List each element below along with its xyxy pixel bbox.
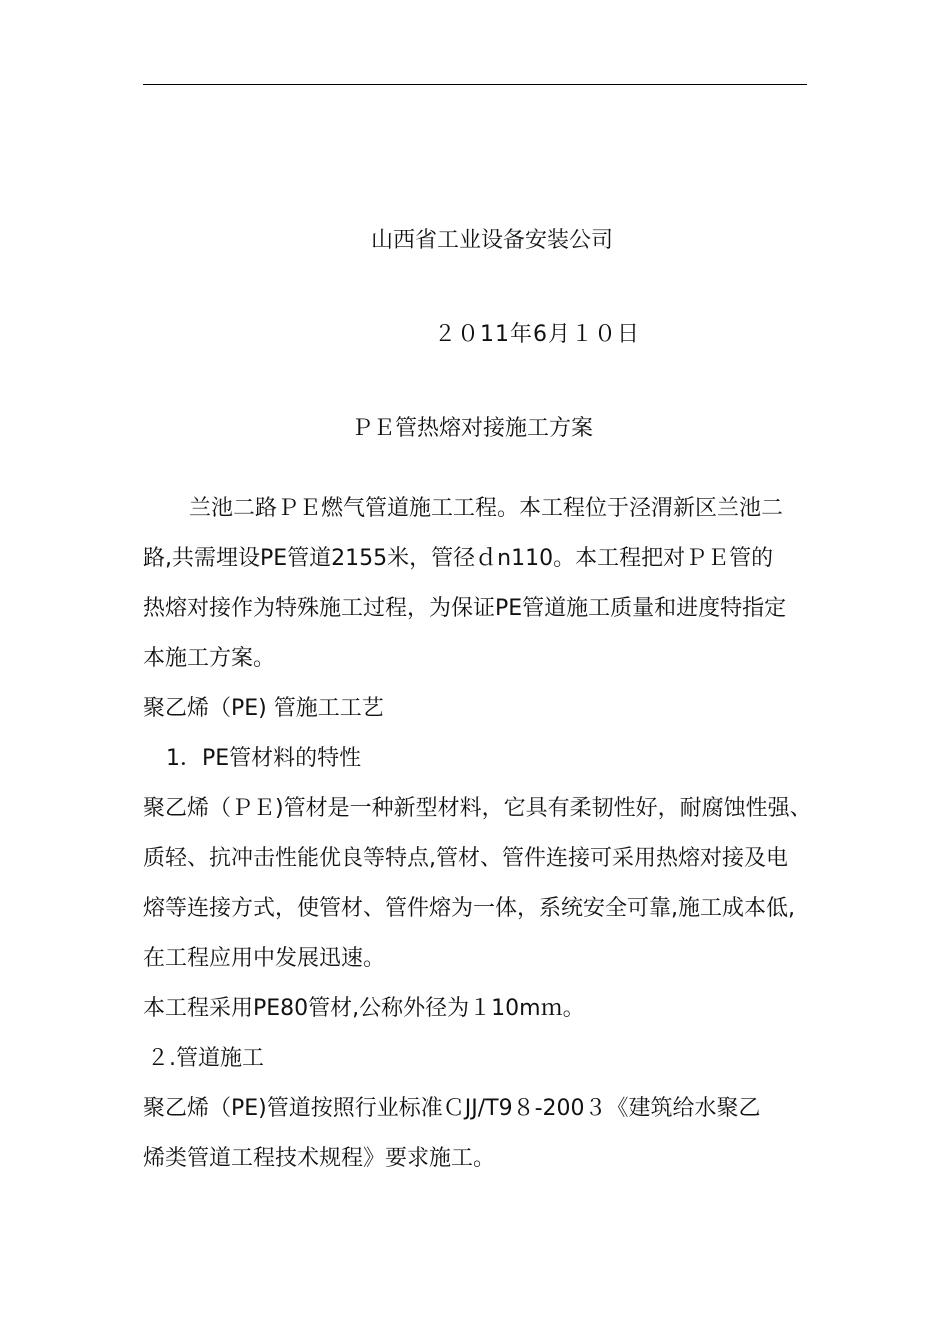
- subsection-1-line-3: 熔等连接方式，使管材、管件熔为一体，系统安全可靠,施工成本低,: [143, 896, 795, 921]
- section-title: 聚乙烯（PE) 管施工工艺: [143, 696, 384, 721]
- subsection-1-line-1: 聚乙烯（ＰＥ)管材是一种新型材料，它具有柔韧性好，耐腐蚀性强、: [143, 796, 812, 821]
- document-date: ２０11年6月１０日: [434, 322, 640, 347]
- intro-line-3: 热熔对接作为特殊施工过程，为保证PE管道施工质量和进度特指定: [143, 596, 787, 621]
- subsection-1-title: 1．PE管材料的特性: [166, 746, 362, 771]
- subsection-1-extra: 本工程采用PE80管材,公称外径为１10mｍ。: [143, 996, 585, 1021]
- document-title: ＰＥ管热熔对接施工方案: [350, 416, 593, 441]
- subsection-1-line-4: 在工程应用中发展迅速。: [143, 946, 386, 971]
- subsection-1-line-2: 质轻、抗冲击性能优良等特点,管材、管件连接可采用热熔对接及电: [143, 846, 788, 871]
- intro-line-1: 兰池二路ＰＥ燃气管道施工工程。本工程位于泾渭新区兰池二: [189, 496, 784, 521]
- company-name: 山西省工业设备安装公司: [370, 228, 613, 253]
- subsection-2-title: ２.管道施工: [147, 1046, 264, 1071]
- subsection-2-line-2: 烯类管道工程技术规程》要求施工。: [143, 1146, 496, 1171]
- intro-line-4: 本施工方案。: [143, 646, 276, 671]
- intro-line-2: 路,共需埋设PE管道2155米，管径ｄn110。本工程把对ＰＥ管的: [143, 546, 774, 571]
- subsection-2-line-1: 聚乙烯（PE)管道按照行业标准ＣJJ/T9８-200３《建筑给水聚乙: [143, 1096, 761, 1121]
- header-rule: [143, 84, 807, 85]
